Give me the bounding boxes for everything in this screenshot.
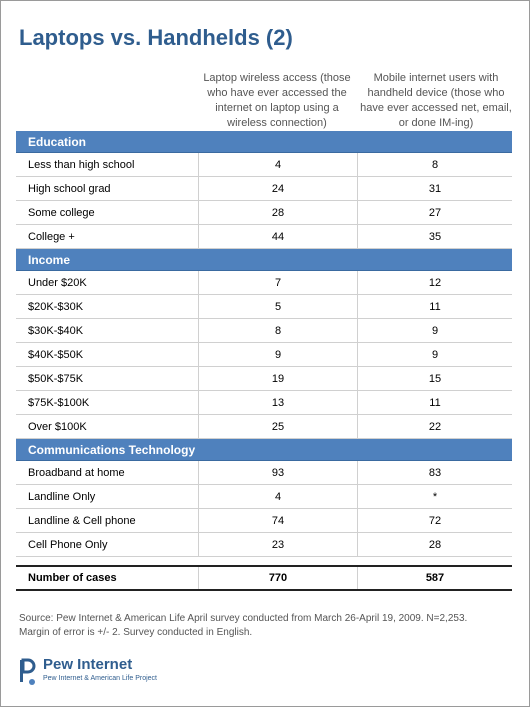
- section-header: Education: [16, 131, 512, 153]
- logo-name: Pew Internet: [43, 656, 133, 673]
- row-label: High school grad: [28, 182, 111, 195]
- handheld-value: 9: [357, 343, 512, 366]
- row-label: Landline & Cell phone: [28, 514, 136, 527]
- laptop-value: 13: [198, 391, 357, 414]
- total-row: [16, 567, 512, 591]
- laptop-value: 28: [198, 201, 357, 224]
- table-row: [16, 201, 512, 225]
- section-header: Income: [16, 249, 512, 271]
- column-header-laptop: Laptop wireless access (those who have ever accessed the internet on laptop using a wireless connection): [203, 72, 351, 129]
- table-row: [16, 271, 512, 295]
- pew-internet-logo: [17, 656, 157, 690]
- handheld-value: 27: [357, 201, 512, 224]
- table-row: [16, 461, 512, 485]
- handheld-value: 22: [357, 415, 512, 438]
- laptop-total: 770: [198, 567, 357, 589]
- row-label: $20K-$30K: [28, 300, 84, 313]
- row-label: $30K-$40K: [28, 324, 84, 337]
- table-row: [16, 295, 512, 319]
- total-label: Number of cases: [28, 572, 117, 584]
- pew-logo-icon: [17, 656, 37, 688]
- laptop-value: 74: [198, 509, 357, 532]
- laptop-value: 25: [198, 415, 357, 438]
- table-row: [16, 415, 512, 439]
- table-row: [16, 485, 512, 509]
- row-label: Over $100K: [28, 420, 87, 433]
- table-row: [16, 533, 512, 557]
- row-label: Under $20K: [28, 276, 87, 289]
- handheld-value: 11: [357, 391, 512, 414]
- laptop-value: 44: [198, 225, 357, 248]
- logo-subtitle: Pew Internet & American Life Project: [43, 675, 157, 682]
- row-label: College +: [28, 230, 75, 243]
- laptop-value: 7: [198, 271, 357, 294]
- chart-title: Laptops vs. Handhelds (2): [19, 25, 293, 50]
- row-label: $50K-$75K: [28, 372, 84, 385]
- laptop-value: 4: [198, 485, 357, 508]
- laptop-value: 19: [198, 367, 357, 390]
- row-label: Broadband at home: [28, 466, 125, 479]
- laptop-value: 8: [198, 319, 357, 342]
- laptop-value: 4: [198, 153, 357, 176]
- laptop-value: 23: [198, 533, 357, 556]
- row-label: Less than high school: [28, 158, 135, 171]
- table-row: [16, 509, 512, 533]
- section-header: Communications Technology: [16, 439, 512, 461]
- table-row: [16, 177, 512, 201]
- row-label: $40K-$50K: [28, 348, 84, 361]
- row-label: Some college: [28, 206, 95, 219]
- table-divider: [16, 557, 512, 567]
- laptop-value: 9: [198, 343, 357, 366]
- handheld-value: 35: [357, 225, 512, 248]
- table-row: [16, 343, 512, 367]
- handheld-value: 15: [357, 367, 512, 390]
- laptop-value: 93: [198, 461, 357, 484]
- row-label: Cell Phone Only: [28, 538, 108, 551]
- data-table: [16, 131, 512, 591]
- table-row: [16, 319, 512, 343]
- table-row: [16, 367, 512, 391]
- source-note: Source: Pew Internet & American Life April survey conducted from March 26-April 19, 2009. N=2,253. Margin of error is +/- 2. Survey conducted in English.: [19, 613, 468, 638]
- handheld-value: 83: [357, 461, 512, 484]
- table-row: [16, 153, 512, 177]
- column-header-handheld: Mobile internet users with handheld device (those who have ever accessed net, email, or done IM-ing): [360, 72, 512, 129]
- table-row: [16, 391, 512, 415]
- table-row: [16, 225, 512, 249]
- handheld-value: 12: [357, 271, 512, 294]
- handheld-value: 11: [357, 295, 512, 318]
- handheld-value: 28: [357, 533, 512, 556]
- handheld-value: 9: [357, 319, 512, 342]
- row-label: $75K-$100K: [28, 396, 90, 409]
- handheld-value: 31: [357, 177, 512, 200]
- handheld-value: 8: [357, 153, 512, 176]
- laptop-value: 5: [198, 295, 357, 318]
- handheld-value: 72: [357, 509, 512, 532]
- handheld-total: 587: [357, 567, 512, 589]
- handheld-value: *: [357, 485, 512, 508]
- laptop-value: 24: [198, 177, 357, 200]
- row-label: Landline Only: [28, 490, 96, 503]
